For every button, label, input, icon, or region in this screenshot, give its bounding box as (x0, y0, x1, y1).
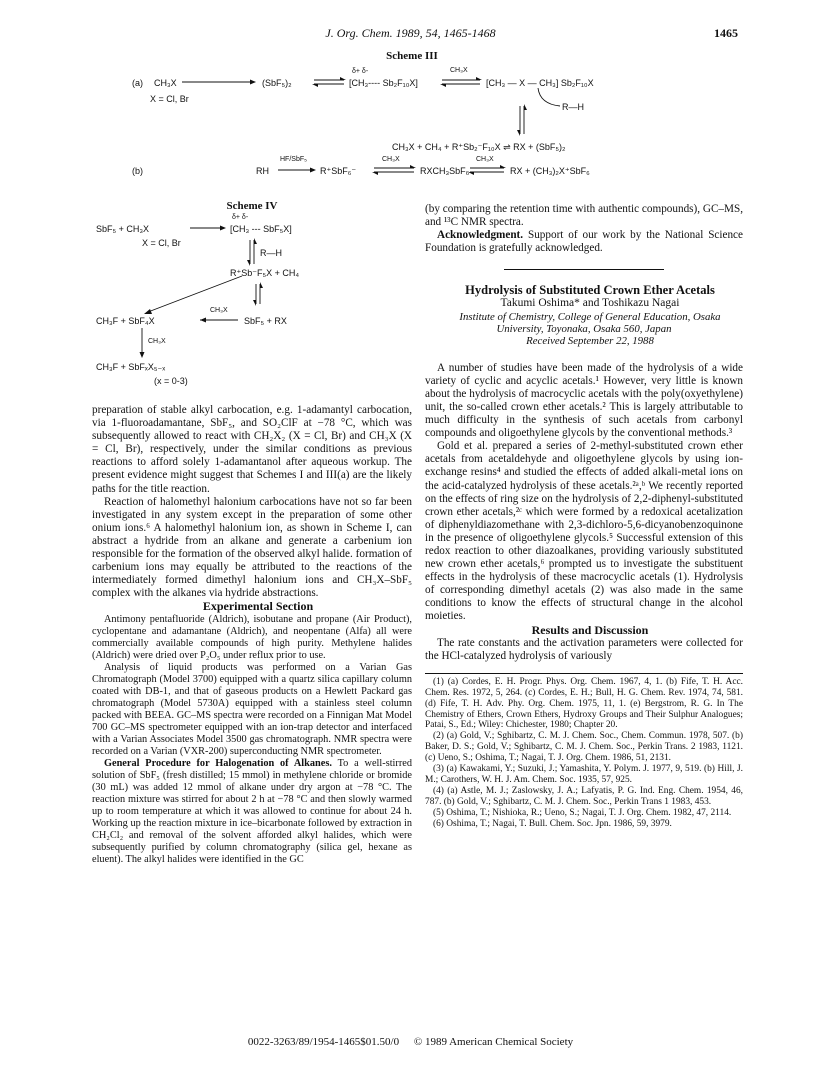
acknowledgment-heading: Acknowledgment. (437, 229, 524, 242)
run-in-heading: General Procedure for Halogenation of Alkanes. (104, 757, 332, 769)
paragraph: Gold et al. prepared a series of 2-methyl-substituted crown ether acetals from acetaldehyde and oligoethylene glycols by using ion-exchange resins⁴ and studied the effects of added alkali-metal ions on the acid-catalyzed hydrolysis of these acetals.²ᵃ,ᵇ We recently reported on the effects of ring size on the hydrolysis of 2,2-diphenyl-substituted crown ether acetals,²ᶜ which were formed by a redoxical acetalization of diphenyldiazomethane with 2,3-dichloro-5,6-dicyanobenzoquinone in the presence of oligoethylene glycols.⁵ Successful extension of this redox reaction to other diazoalkanes, providing variously substituted new crown ether acetals,⁶ prompted us to investigate the substituent effects in the hydrolysis of these macrocyclic acetals (1). Hydrolysis of corresponding dimethyl acetals (2) was also made in the same conditions to know the effects of structural change in the alcohol moieties. (425, 440, 743, 623)
article-title: Hydrolysis of Substituted Crown Ether Acetals (465, 283, 715, 298)
acknowledgment-text: Support of our work by the National Science Foundation is gratefully acknowledged. (425, 229, 743, 255)
experimental-heading: Experimental Section (202, 599, 314, 614)
scheme-iv-line4: CH₃F + SbFₓX₅₋ₓ (96, 362, 166, 372)
scheme-iv-x-def: X = Cl, Br (142, 238, 181, 248)
scheme-iii-halonium: [CH₃ — X — CH₃] Sb₂F₁₀X (486, 78, 594, 88)
acknowledgment (425, 229, 743, 255)
scheme-iii-b-arrow2: CH₃X (382, 156, 400, 163)
scheme-iv (92, 200, 412, 390)
scheme-iii-b-p1: R⁺SbF₆⁻ (320, 166, 357, 176)
scheme-iv-complex: [CH₃ --- SbF₅X] (230, 224, 292, 234)
right-column (425, 203, 743, 830)
scheme-iii-products: CH₃X + CH₄ + R⁺Sb₂⁻F₁₀X ⇌ RX + (SbF₅)₂ (392, 142, 566, 152)
divider (504, 269, 664, 270)
page-footer (0, 1036, 821, 1048)
reference: (4) (a) Astle, M. J.; Zaslowsky, J. A.; Lafyatis, P. G. Ind. Eng. Chem. 1954, 46, 787. (b) Gold, V.; Sghibartz, C. M. J. Chem. Soc., Perkin Trans 1 1983, 453. (425, 785, 743, 807)
institution: Institute of Chemistry, College of General Education, Osaka University, Toyonaka, Osaka 560, Japan (459, 310, 721, 335)
paragraph: Reaction of halomethyl halonium carbocations have not so far been investigated in any system except in the preparation of some other onium ions.⁶ A halomethyl halonium ion, as shown in Scheme I, can abstract a hydride from an alkane and generate a carbenium ion responsible for the formation of the observed alkyl halide. formation of carbenium ions may equally be attributed to the reactions of the intermediately formed dimethyl halonium ions and CH₃X–SbF₅ complex with the alkanes via hydride abstractions. (92, 495, 412, 600)
paragraph: preparation of stable alkyl carbocation, e.g. 1-adamantyl carbocation, via 1-fluoroadamantane, SbF₅, and SO₂ClF at −78 °C, which was subsequently allowed to react with CH₂X₂ (X = Cl, Br) and CH₃X (X = Cl, Br), respectively, under the similar conditions as previous reactions to afford solely 1-adamantanol after aqueous workup. The present evidence might suggest that Schemes I and III(a) are the likely paths for the title reaction. (92, 404, 412, 495)
scheme-iii-sbf5: (SbF₅)₂ (262, 78, 292, 88)
scheme-iii-x-def: X = Cl, Br (150, 94, 189, 104)
scheme-iii-charges: δ+ δ- (352, 68, 369, 75)
scheme-iii (92, 50, 732, 190)
journal-citation: J. Org. Chem. 1989, 54, 1465-1468 (325, 26, 496, 40)
scheme-iv-title: Scheme IV (226, 200, 278, 212)
results-heading: Results and Discussion (531, 622, 649, 637)
paragraph-text: To a well-stirred solution of SbF₅ (fresh distilled; 15 mmol) in methylene chloride or bromide (30 mL) was added 12 mmol of alkane under dry argon at −78 °C. The reaction mixture was stirred for about 2 h at −78 °C and then slowly warmed up to room temperature at which it was allowed to continue for about 24 h. Working up the reaction mixture in ice–bicarbonate followed by extraction in CH₂Cl₂ and removal of the solvent afforded alkyl halides, which were subsequently purified by column chromatography (silica gel, hexane as eluent). The alkyl halides were identified in the GC (92, 757, 412, 865)
paragraph: Analysis of liquid products was performed on a Varian Gas Chromatograph (Model 3700) equipped with a quartz silica capillary column coated with DB-1, and that of gaseous products on a Hewlett Packard gas chromatograph (Model 5730A) equipped with a stainless steel column packed with BEEA. GC–MS spectra were recorded on a Finnigan Mat Model 700 GC–MS spectrometer equipped with an ion-trap detector and interfaced with a Varian Associates Model 3500 gas chromatograph. NMR spectra were recorded on a Varian (VXR-200) superconducting NMR spectrometer. (92, 661, 412, 757)
scheme-iii-b-p2: RXCH₃SbF₆ (420, 166, 470, 176)
scheme-iii-b-arrow3: CH₃X (476, 156, 494, 163)
scheme-iv-line3-arrow: CH₃X (210, 307, 228, 314)
paragraph: (by comparing the retention time with authentic compounds), GC–MS, and ¹³C NMR spectra. (425, 203, 743, 229)
reference: (3) (a) Kawakami, Y.; Suzuki, J.; Yamashita, Y. Polym. J. 1977, 9, 519. (b) Hill, J. M.; Carothers, W. H. J. Am. Chem. Soc. 1935, 57, 925. (425, 764, 743, 785)
scheme-iii-arrows (92, 50, 732, 190)
page-number: 1465 (714, 26, 738, 40)
reference: (1) (a) Cordes, E. H. Progr. Phys. Org. Chem. 1967, 4, 1. (b) Fife, T. H. Acc. Chem. Res. 1972, 5, 264. (c) Cordes, E. H.; Bull, H. G. Chem. Rev. 1974, 74, 581. (d) Fife, T. H. Adv. Phy. Org. Chem. 1975, 11, 1. (e) Bergstrom, R. G. In The Chemistry of Ethers, Crown Ethers, Hydroxy Groups and Their Sulphur Analogues; Patai, S., Ed.; Wiley: Chichester, 1980; Chapter 20. (425, 676, 743, 731)
reference: (5) Oshima, T.; Nishioka, R.; Ueno, S.; Nagai, T. J. Org. Chem. 1982, 47, 2114. (433, 807, 732, 818)
scheme-iii-b-rh: RH (256, 166, 269, 176)
scheme-iii-rh: R—H (562, 102, 584, 112)
scheme-iii-b-p3: RX + (CH₃)₂X⁺SbF₆ (510, 166, 590, 176)
scheme-iii-b-label: (b) (132, 166, 143, 176)
paragraph: A number of studies have been made of the hydrolysis of a wide variety of cyclic and acyclic acetals.¹ However, very little is known about the hydrolysis of macrocyclic acetals with the poly(oxyethylene) unit, the so-called crown ether acetals.² This is largely attributable to much difficulty in the synthesis of such acetals from carbonyl compounds and oligoethylene glycols by the conventional methods.³ (425, 361, 743, 440)
scheme-iv-reactants: SbF₅ + CH₃X (96, 224, 150, 234)
copyright: © 1989 American Chemical Society (413, 1036, 574, 1048)
scheme-iii-a-label: (a) (132, 78, 143, 88)
scheme-iv-x-range: (x = 0-3) (154, 376, 188, 386)
scheme-iii-ch3x: CH₃X (154, 78, 177, 88)
scheme-iv-line3b: SbF₅ + RX (244, 316, 287, 326)
scheme-iii-arrow-label: CH₃X (450, 67, 468, 74)
left-column (92, 404, 412, 866)
article-code: 0022-3263/89/1954-1465$01.50/0 (247, 1036, 400, 1048)
scheme-iv-line4-arrow: CH₃X (148, 338, 166, 345)
scheme-iv-line3a: CH₃F + SbF₄X (96, 316, 155, 326)
reference: (2) (a) Gold, V.; Sghibartz, C. M. J. Chem. Soc., Chem. Commun. 1978, 507. (b) Baker, D. S.; Gold, V.; Sghibartz, C. M. J. Chem. Soc., Perkin Trans. 2 1983, 1121. (c) Ueno, S.; Oshima, T.; Nagai, T. J. Org. Chem. 1986, 51, 2131. (425, 731, 743, 764)
scheme-iii-title: Scheme III (386, 50, 438, 62)
references (425, 673, 743, 830)
paragraph (92, 758, 412, 866)
authors: Takumi Oshima* and Toshikazu Nagai (500, 297, 680, 310)
received-date: Received September 22, 1988 (526, 334, 654, 347)
scheme-iii-complex: [CH₃---- Sb₂F₁₀X] (349, 78, 418, 88)
paragraph: The rate constants and the activation parameters were collected for the HCl-catalyzed hydrolysis of variously (425, 636, 743, 662)
scheme-iii-b-arrow1: HF/SbF₅ (280, 156, 307, 163)
scheme-iv-rh: R—H (260, 248, 282, 258)
paragraph: Antimony pentafluoride (Aldrich), isobutane and propane (Air Product), cyclopentane and adamantane (Aldrich), and neopentane (Alfa) all were commercially available compounds of high purity. Methylene halides (Aldrich) were dried over P₂O₅ under reflux prior to use. (92, 613, 412, 661)
reference: (6) Oshima, T.; Nagai, T. Bull. Chem. Soc. Jpn. 1986, 59, 3979. (433, 818, 672, 829)
scheme-iv-line2: R⁺Sb⁻F₅X + CH₄ (230, 268, 300, 278)
scheme-iv-charges: δ+ δ- (232, 214, 249, 221)
